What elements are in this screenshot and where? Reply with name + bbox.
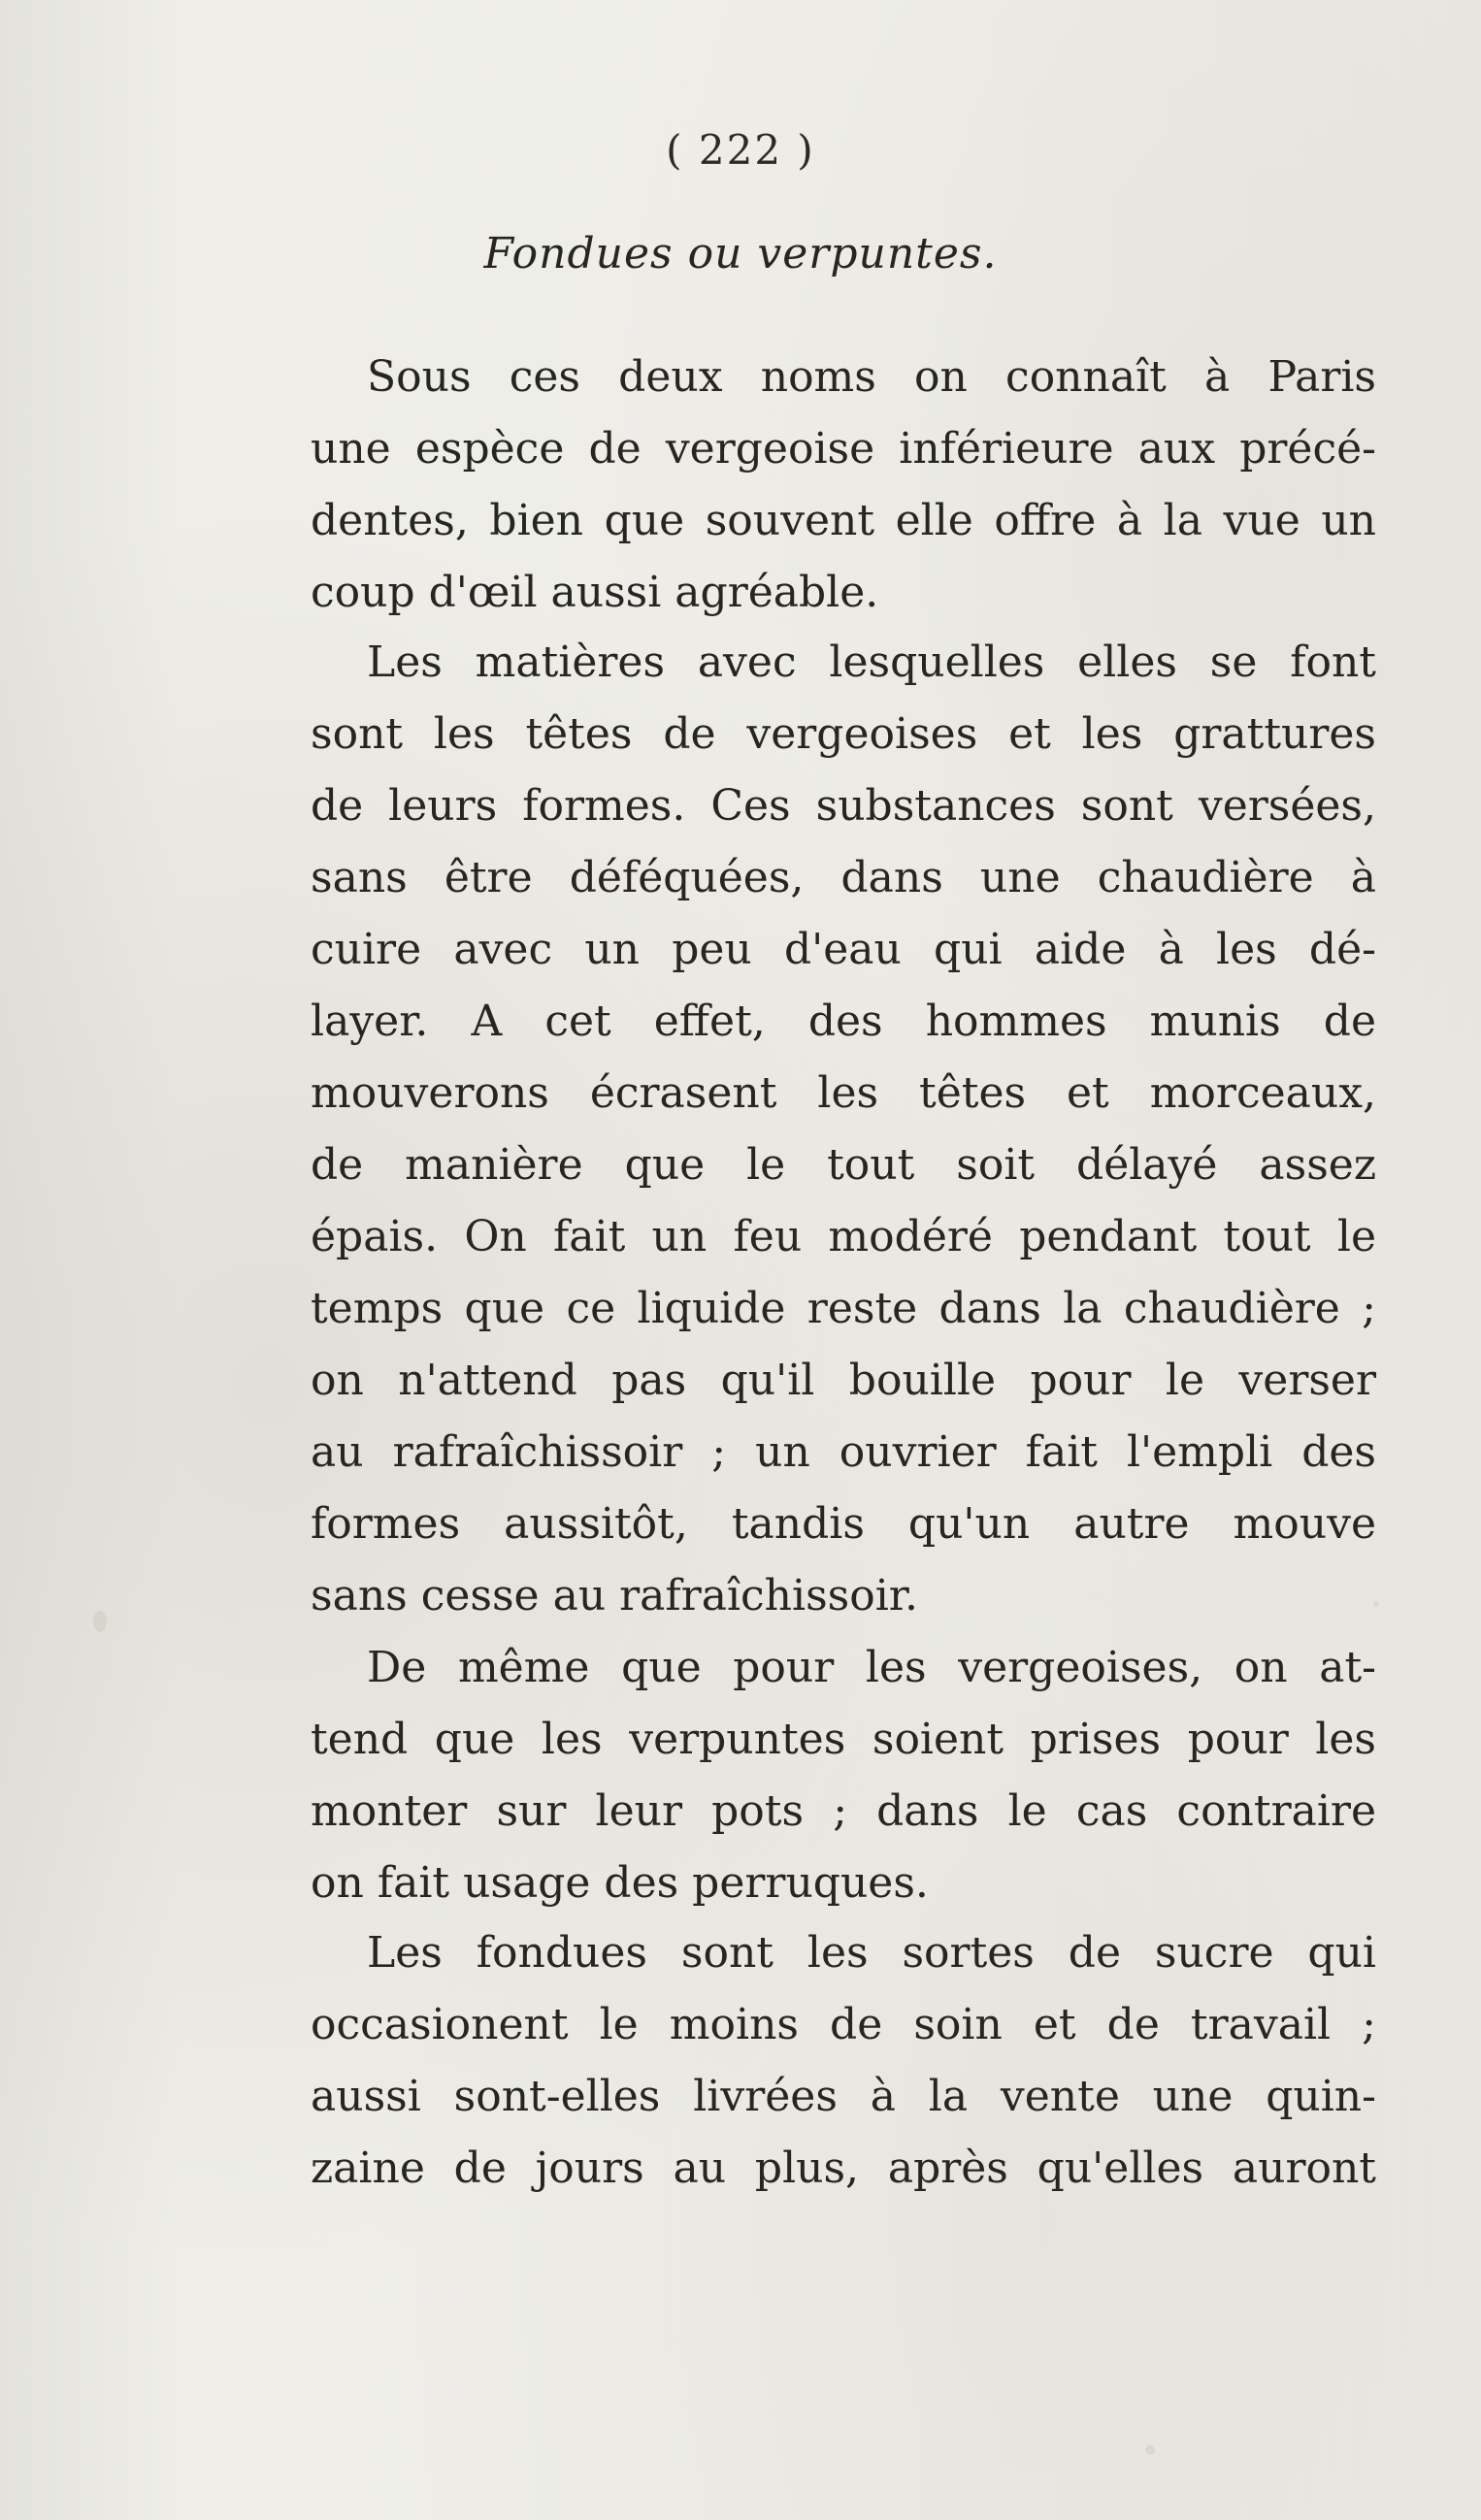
text-line: zaine de jours au plus, après qu'elles auront	[311, 2144, 1376, 2193]
text-line: De même que pour les vergeoises, on at-	[367, 1643, 1376, 1692]
text-line: temps que ce liquide reste dans la chaudière ;	[311, 1284, 1376, 1333]
text-line: sans cesse au rafraîchissoir.	[311, 1571, 918, 1620]
text-line: dentes, bien que souvent elle offre à la vue un	[311, 496, 1376, 545]
paragraph-1	[311, 342, 1376, 629]
paragraph-2	[311, 627, 1376, 1632]
text-line: monter sur leur pots ; dans le cas contraire	[311, 1786, 1376, 1836]
paper-spot	[93, 1611, 107, 1632]
section-title: Fondues ou verpuntes.	[483, 229, 998, 278]
text-line: occasionent le moins de soin et de travail ;	[311, 2000, 1376, 2049]
text-line: de leurs formes. Ces substances sont versées,	[311, 781, 1376, 831]
text-line: coup d'œil aussi agréable.	[311, 568, 879, 617]
text-line: Les matières avec lesquelles elles se font	[367, 638, 1376, 687]
page-number: ( 222 )	[666, 126, 815, 174]
paragraph-4	[311, 1917, 1376, 2205]
text-line: sans être déféquées, dans une chaudière à	[311, 853, 1376, 902]
text-line: mouverons écrasent les têtes et morceaux,	[311, 1068, 1376, 1118]
text-line: Les fondues sont les sortes de sucre qui	[367, 1928, 1376, 1978]
paper-spot	[1145, 2445, 1155, 2455]
text-line: tend que les verpuntes soient prises pour les	[311, 1715, 1376, 1764]
text-line: on fait usage des perruques.	[311, 1858, 929, 1908]
text-line: layer. A cet effet, des hommes munis de	[311, 997, 1376, 1046]
text-line: cuire avec un peu d'eau qui aide à les dé-	[311, 925, 1376, 974]
paragraph-3	[311, 1632, 1376, 1919]
text-line: épais. On fait un feu modéré pendant tout le	[311, 1212, 1376, 1261]
text-line: au rafraîchissoir ; un ouvrier fait l'empli des	[311, 1427, 1376, 1477]
text-line: aussi sont-elles livrées à la vente une quin-	[311, 2072, 1376, 2121]
text-line: formes aussitôt, tandis qu'un autre mouve	[311, 1499, 1376, 1549]
text-line: sont les têtes de vergeoises et les grattures	[311, 709, 1376, 759]
text-line: Sous ces deux noms on connaît à Paris	[367, 352, 1376, 402]
text-line: on n'attend pas qu'il bouille pour le verser	[311, 1356, 1376, 1405]
text-line: une espèce de vergeoise inférieure aux précé-	[311, 424, 1376, 474]
text-line: de manière que le tout soit délayé assez	[311, 1140, 1376, 1190]
